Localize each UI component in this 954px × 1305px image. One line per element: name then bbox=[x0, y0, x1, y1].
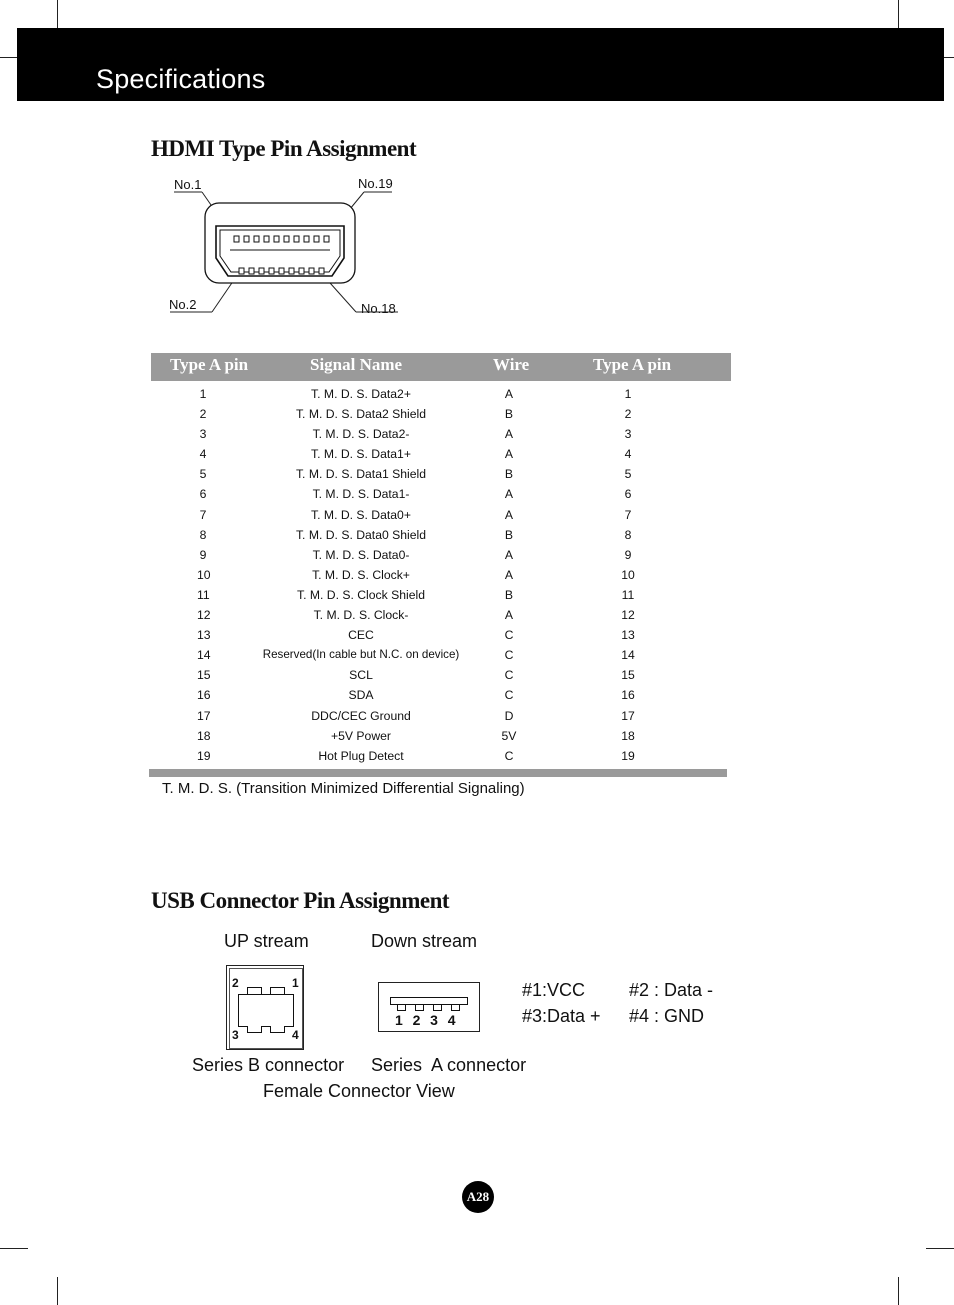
pin-table-body bbox=[151, 386, 731, 768]
signal-cell: T. M. D. S. Data2 Shield bbox=[295, 407, 427, 422]
table-row bbox=[151, 567, 731, 587]
pin2-cell: 11 bbox=[621, 587, 635, 602]
series-a-pin-contact bbox=[451, 1004, 460, 1011]
pin-legend-4: #4 : GND bbox=[629, 1006, 705, 1026]
column-header-type-a-pin: Type A pin bbox=[170, 355, 249, 374]
signal-cell: Reserved(In cable but N.C. on device) bbox=[262, 648, 460, 662]
table-row bbox=[151, 466, 731, 486]
pin-label-no19: No.19 bbox=[358, 176, 393, 191]
pin-cell: 12 bbox=[197, 608, 211, 623]
bottom-pin-row bbox=[239, 268, 324, 274]
pin2-cell: 13 bbox=[621, 628, 635, 643]
pin-table-footer-bar bbox=[149, 769, 727, 777]
pin-cell: 1 bbox=[199, 387, 207, 401]
series-b-pin-slot bbox=[247, 1026, 262, 1033]
pin2-cell: 12 bbox=[621, 608, 635, 623]
pin-cell: 5 bbox=[199, 467, 207, 482]
crop-mark bbox=[57, 0, 58, 28]
pin-cell: 17 bbox=[197, 708, 211, 723]
pin2-cell: 14 bbox=[621, 648, 635, 663]
table-row bbox=[151, 687, 731, 707]
wire-cell: C bbox=[504, 688, 514, 703]
wire-cell: B bbox=[504, 467, 514, 482]
signal-cell: T. M. D. S. Data1 Shield bbox=[295, 467, 427, 482]
pin2-cell: 9 bbox=[624, 547, 632, 562]
signal-cell: Hot Plug Detect bbox=[318, 748, 404, 763]
signal-cell: T. M. D. S. Data0 Shield bbox=[295, 527, 427, 542]
series-a-connector bbox=[378, 982, 480, 1032]
wire-cell: C bbox=[504, 668, 514, 683]
wire-cell: A bbox=[504, 608, 514, 623]
crop-mark bbox=[898, 0, 899, 28]
pin2-cell: 3 bbox=[624, 427, 632, 442]
pin-cell: 16 bbox=[197, 688, 211, 703]
pin2-cell: 6 bbox=[624, 487, 632, 502]
table-row bbox=[151, 426, 731, 446]
wire-cell: B bbox=[504, 407, 514, 422]
column-header-wire: Wire bbox=[493, 355, 530, 374]
table-row bbox=[151, 667, 731, 687]
usb-section-title: USB Connector Pin Assignment bbox=[151, 888, 450, 913]
pin-legend-1: #1:VCC bbox=[522, 980, 586, 1000]
pin-cell: 6 bbox=[199, 487, 207, 502]
header-bar bbox=[17, 28, 944, 101]
table-row bbox=[151, 607, 731, 627]
signal-cell: T. M. D. S. Data0+ bbox=[311, 507, 411, 522]
crop-mark bbox=[0, 1248, 28, 1249]
signal-cell: +5V Power bbox=[331, 728, 391, 743]
signal-cell: T. M. D. S. Data2+ bbox=[311, 387, 411, 401]
wire-cell: A bbox=[504, 507, 514, 522]
pin2-cell: 17 bbox=[621, 708, 635, 723]
page-title: Specifications bbox=[96, 64, 266, 94]
table-row bbox=[151, 527, 731, 547]
pin-legend-2: #2 : Data - bbox=[629, 980, 714, 1000]
table-row bbox=[151, 647, 731, 667]
hdmi-section-title: HDMI Type Pin Assignment bbox=[151, 136, 417, 161]
series-b-pin-slot bbox=[270, 987, 285, 994]
pin2-cell: 7 bbox=[624, 507, 632, 522]
signal-cell: T. M. D. S. Data1- bbox=[312, 487, 410, 502]
signal-cell: DDC/CEC Ground bbox=[311, 708, 411, 723]
series-b-pin-2: 2 bbox=[232, 976, 239, 990]
table-row bbox=[151, 748, 731, 768]
pin-cell: 9 bbox=[199, 547, 207, 562]
series-b-pin-4: 4 bbox=[292, 1028, 299, 1042]
wire-cell: B bbox=[504, 527, 514, 542]
table-row bbox=[151, 627, 731, 647]
pin-cell: 14 bbox=[197, 648, 211, 663]
crop-mark bbox=[944, 57, 954, 58]
table-row bbox=[151, 486, 731, 506]
signal-cell: T. M. D. S. Clock- bbox=[313, 608, 409, 623]
table-row bbox=[151, 587, 731, 607]
table-row bbox=[151, 547, 731, 567]
crop-mark bbox=[898, 1277, 899, 1305]
series-b-label: Series B connector bbox=[192, 1055, 345, 1075]
wire-cell: B bbox=[504, 587, 514, 602]
pin-cell: 15 bbox=[197, 668, 211, 683]
column-header-signal-name: Signal Name bbox=[310, 355, 403, 374]
table-row bbox=[151, 708, 731, 728]
pin2-cell: 18 bbox=[621, 728, 635, 743]
column-header-type-a-pin-2: Type A pin bbox=[593, 355, 672, 374]
signal-cell: T. M. D. S. Data1+ bbox=[311, 447, 411, 462]
signal-cell: SDA bbox=[348, 688, 374, 703]
pin-label-no18: No.18 bbox=[361, 301, 396, 316]
hdmi-connector-diagram bbox=[160, 172, 410, 322]
signal-cell: T. M. D. S. Clock+ bbox=[312, 567, 410, 582]
pin2-cell: 10 bbox=[621, 567, 635, 582]
wire-cell: A bbox=[504, 567, 514, 582]
pin2-cell: 8 bbox=[624, 527, 632, 542]
series-a-pin-contact bbox=[415, 1004, 424, 1011]
tmds-footnote: T. M. D. S. (Transition Minimized Differential Signaling) bbox=[162, 780, 525, 797]
pin-cell: 8 bbox=[199, 527, 207, 542]
table-row bbox=[151, 406, 731, 426]
page-number-badge: A28 bbox=[462, 1181, 494, 1213]
pin2-cell: 4 bbox=[624, 447, 632, 462]
wire-cell: A bbox=[504, 427, 514, 442]
up-stream-label: UP stream bbox=[224, 931, 309, 951]
pin2-cell: 19 bbox=[621, 748, 635, 763]
down-stream-label: Down stream bbox=[371, 931, 478, 951]
wire-cell: D bbox=[504, 708, 514, 723]
signal-cell: SCL bbox=[349, 668, 373, 683]
female-connector-view-label: Female Connector View bbox=[263, 1081, 455, 1101]
series-b-pin-1: 1 bbox=[292, 976, 299, 990]
signal-cell: CEC bbox=[348, 628, 374, 643]
table-row bbox=[151, 386, 731, 406]
pin2-cell: 5 bbox=[624, 467, 632, 482]
pin2-cell: 16 bbox=[621, 688, 635, 703]
table-row bbox=[151, 728, 731, 748]
wire-cell: A bbox=[504, 487, 514, 502]
table-row bbox=[151, 507, 731, 527]
signal-cell: T. M. D. S. Data2- bbox=[312, 427, 410, 442]
pin-cell: 7 bbox=[199, 507, 207, 522]
pin-cell: 19 bbox=[197, 748, 211, 763]
wire-cell: A bbox=[504, 447, 514, 462]
pin-cell: 18 bbox=[197, 728, 211, 743]
series-b-pin-slot bbox=[247, 987, 262, 994]
pin-cell: 13 bbox=[197, 628, 211, 643]
pin-cell: 4 bbox=[199, 447, 207, 462]
pin-table-header bbox=[151, 353, 731, 381]
pin-cell: 10 bbox=[197, 567, 211, 582]
pin-cell: 11 bbox=[197, 587, 210, 602]
crop-mark bbox=[57, 1277, 58, 1305]
series-a-pin-numbers: 1 2 3 4 bbox=[395, 1012, 456, 1028]
crop-mark bbox=[0, 57, 17, 58]
signal-cell: T. M. D. S. Data0- bbox=[312, 547, 410, 562]
pin-cell: 2 bbox=[199, 407, 207, 422]
pin-label-no1: No.1 bbox=[174, 177, 202, 192]
wire-cell: C bbox=[504, 628, 514, 643]
pin-cell: 3 bbox=[199, 427, 207, 442]
pin-label-no2: No.2 bbox=[169, 297, 197, 312]
pin2-cell: 15 bbox=[621, 668, 635, 683]
pin-legend-3: #3:Data + bbox=[522, 1006, 601, 1026]
series-b-pin-slot bbox=[270, 1026, 285, 1033]
series-a-pin-contact bbox=[397, 1004, 406, 1011]
wire-cell: 5V bbox=[501, 728, 517, 743]
crop-mark bbox=[926, 1248, 954, 1249]
wire-cell: A bbox=[504, 387, 514, 401]
wire-cell: A bbox=[504, 547, 514, 562]
wire-cell: C bbox=[504, 748, 514, 763]
pin2-cell: 2 bbox=[624, 407, 632, 422]
series-a-label: Series A connector bbox=[371, 1055, 527, 1075]
signal-cell: T. M. D. S. Clock Shield bbox=[296, 587, 425, 602]
wire-cell: C bbox=[504, 648, 514, 663]
series-b-body bbox=[238, 994, 294, 1027]
series-a-pin-contact bbox=[433, 1004, 442, 1011]
table-row bbox=[151, 446, 731, 466]
pin2-cell: 1 bbox=[624, 387, 632, 401]
series-b-pin-3: 3 bbox=[232, 1028, 239, 1042]
series-b-connector bbox=[226, 965, 304, 1050]
